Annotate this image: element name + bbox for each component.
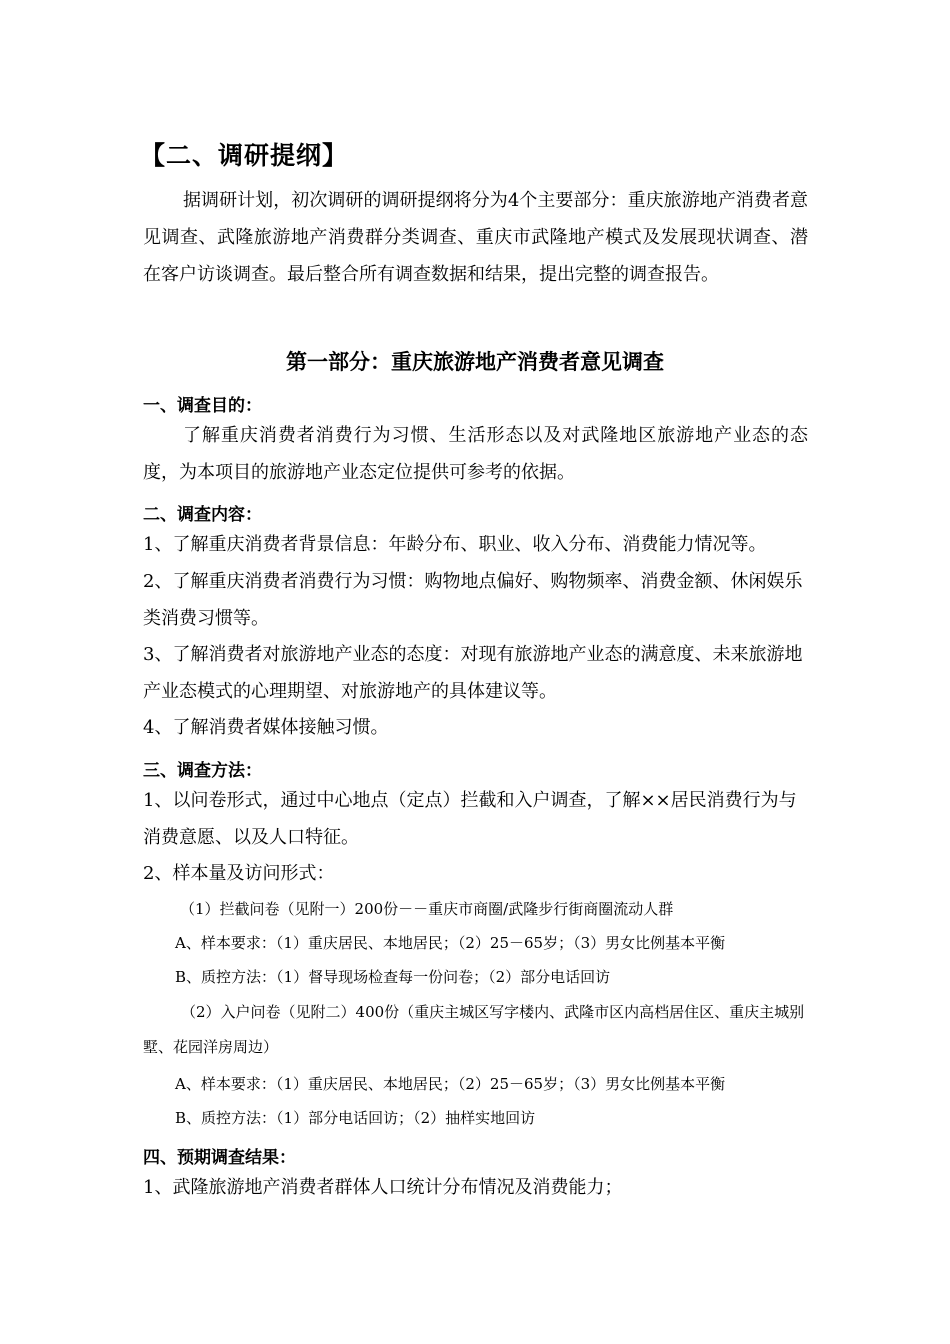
- sample-intercept-qc: B、质控方法：（1）督导现场检查每一份问卷；（2）部分电话回访: [175, 968, 611, 986]
- sample-household-requirement: A、样本要求：（1）重庆居民、本地居民；（2）25－65岁；（3）男女比例基本平衡: [175, 1075, 726, 1093]
- section-title: 【二、调研提纲】: [140, 141, 349, 170]
- purpose-paragraph: 了解重庆消费者消费行为习惯、生活形态以及对武隆地区旅游地产业态的态度，为本项目的旅游地产业态定位提供可参考的依据。: [143, 425, 808, 483]
- sample-intercept: （1）拦截问卷（见附一）200份－－重庆市商圈/武隆步行街商圈流动人群: [180, 900, 674, 918]
- heading-purpose: 一、调查目的：: [143, 396, 262, 416]
- content-item-3: 3、了解消费者对旅游地产业态的态度：对现有旅游地产业态的满意度、未来旅游地产业态模式的心理期望、对旅游地产的具体建议等。: [143, 644, 803, 702]
- result-item-1: 1、武隆旅游地产消费者群体人口统计分布情况及消费能力；: [143, 1177, 623, 1198]
- content-item-1: 1、了解重庆消费者背景信息：年龄分布、职业、收入分布、消费能力情况等。: [143, 534, 767, 555]
- sample-intercept-requirement: A、样本要求：（1）重庆居民、本地居民；（2）25－65岁；（3）男女比例基本平衡: [175, 934, 726, 952]
- content-item-4: 4、了解消费者媒体接触习惯。: [143, 717, 389, 738]
- content-item-2: 2、了解重庆消费者消费行为习惯：购物地点偏好、购物频率、消费金额、休闲娱乐类消费习惯等。: [143, 571, 803, 629]
- heading-method: 三、调查方法：: [143, 761, 262, 781]
- part1-title: 第一部分：重庆旅游地产消费者意见调查: [286, 350, 664, 374]
- method-item-1: 1、以问卷形式，通过中心地点（定点）拦截和入户调查，了解××居民消费行为与消费意愿、以及人口特征。: [143, 790, 797, 848]
- sample-household: （2）入户问卷（见附二）400份（重庆主城区写字楼内、武隆市区内高档居住区、重庆主城别墅、花园洋房周边）: [143, 1003, 805, 1056]
- heading-content: 二、调查内容：: [143, 505, 262, 525]
- sample-household-qc: B、质控方法：（1）部分电话回访；（2）抽样实地回访: [175, 1109, 536, 1127]
- method-item-2: 2、样本量及访问形式：: [143, 863, 335, 884]
- heading-results: 四、预期调查结果：: [143, 1148, 296, 1168]
- intro-paragraph: 据调研计划，初次调研的调研提纲将分为4个主要部分：重庆旅游地产消费者意见调查、武隆旅游地产消费群分类调查、重庆市武隆地产模式及发展现状调查、潜在客户访谈调查。最后整合所有调查数据和结果，提出完整的调查报告。: [143, 190, 808, 285]
